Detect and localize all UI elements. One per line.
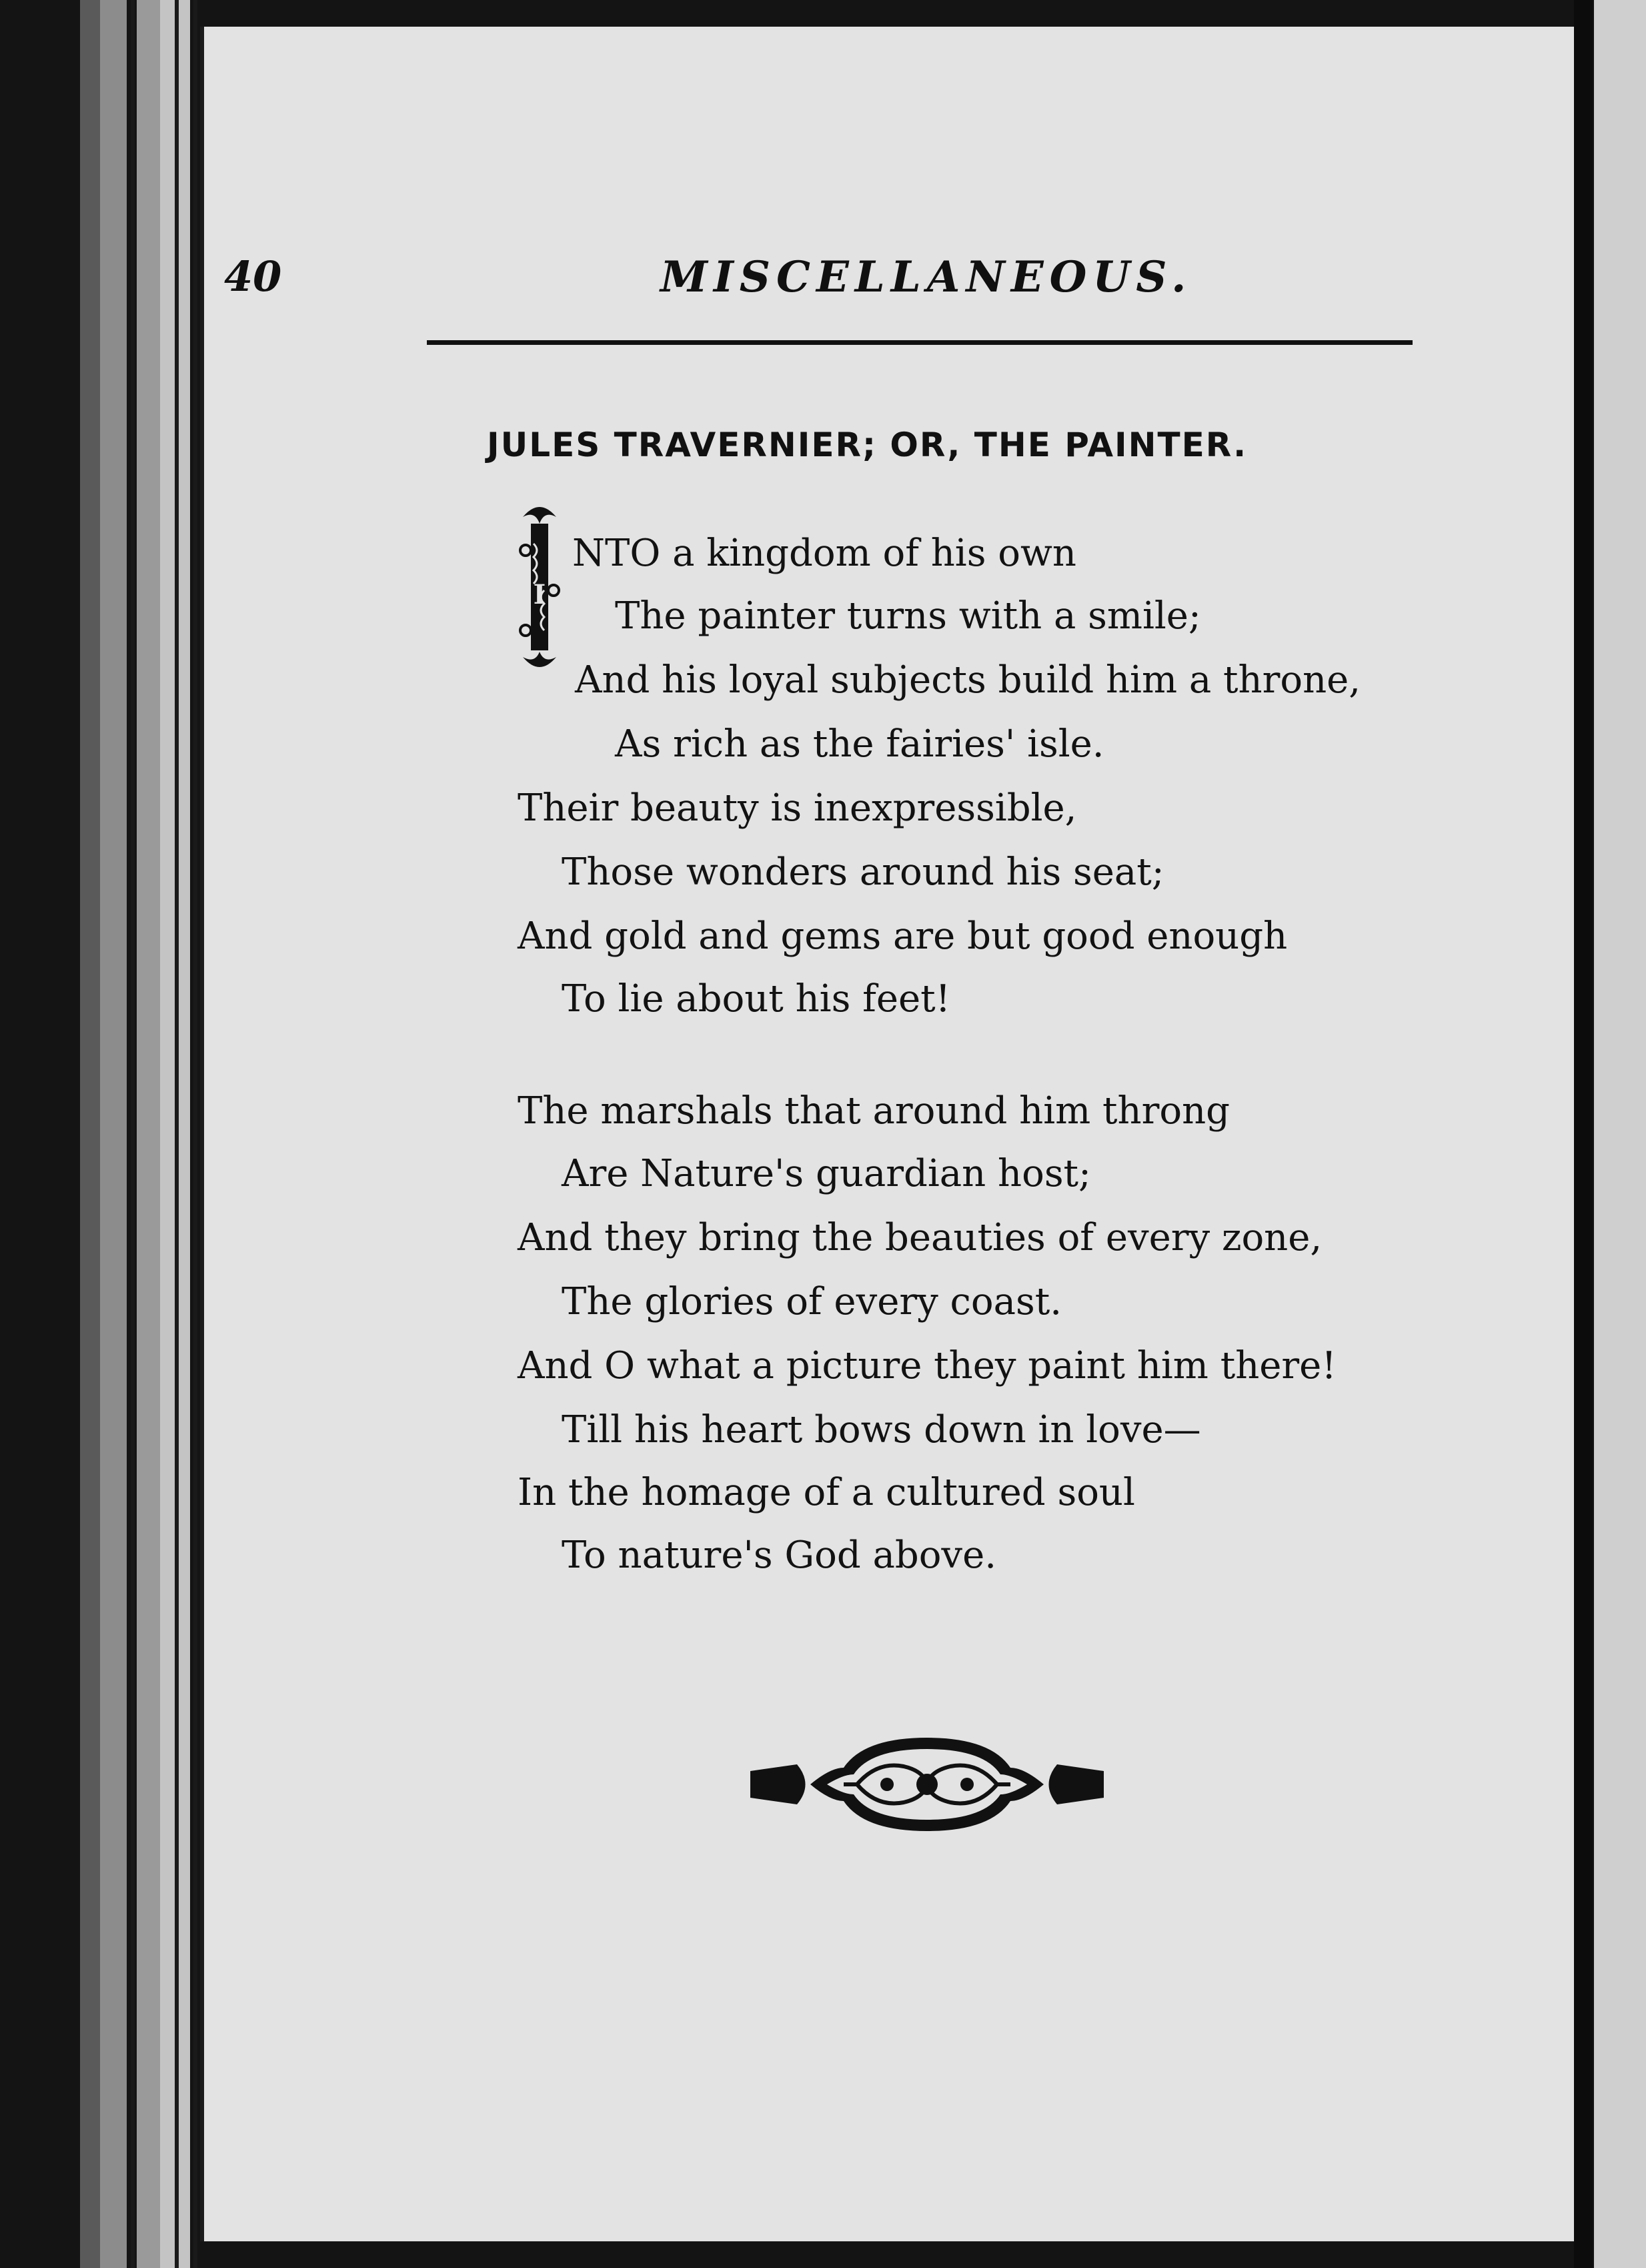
running-head [224,240,1411,314]
page-edge-line [175,0,179,2268]
poem-line: To nature's God above. [562,1534,997,1577]
poem-line: And his loyal subjects build him a throne, [575,658,1361,702]
poem-line: Are Nature's guardian host; [562,1152,1091,1195]
page-number: 40 [224,252,282,301]
poem-line: In the homage of a cultured soul [518,1471,1135,1514]
poem-line: And gold and gems are but good enough [518,915,1288,958]
poem-line: The painter turns with a smile; [615,594,1201,638]
section-title: MISCELLANEOUS. [660,252,1192,302]
poem-line: To lie about his feet! [562,977,951,1021]
page-edge-line [131,0,135,2268]
poem-line: The marshals that around him throng [518,1089,1230,1133]
poem-line: Those wonders around his seat; [562,851,1164,894]
gutter-shadow [1574,0,1593,2268]
poem-line: NTO a kingdom of his own [572,532,1076,575]
dropcap-letter: I [533,579,546,610]
header-rule [427,340,1413,345]
page-edge [100,0,127,2268]
poem-line: And O what a picture they paint him there! [518,1344,1337,1387]
poem-line: Till his heart bows down in love— [562,1408,1201,1452]
poem-line: As rich as the fairies' isle. [615,722,1104,766]
tailpiece-ornament-icon [750,1734,1104,1834]
poem-line: Their beauty is inexpressible, [518,786,1077,830]
poem-title: JULES TRAVERNIER; OR, THE PAINTER. [487,426,1248,464]
dropcap-ornament-icon [518,497,562,677]
poem-line: The glories of every coast. [562,1280,1062,1323]
page-edge-line [193,0,197,2268]
facing-page-edge [1594,0,1646,2268]
poem-line: And they bring the beauties of every zone, [518,1216,1323,1259]
